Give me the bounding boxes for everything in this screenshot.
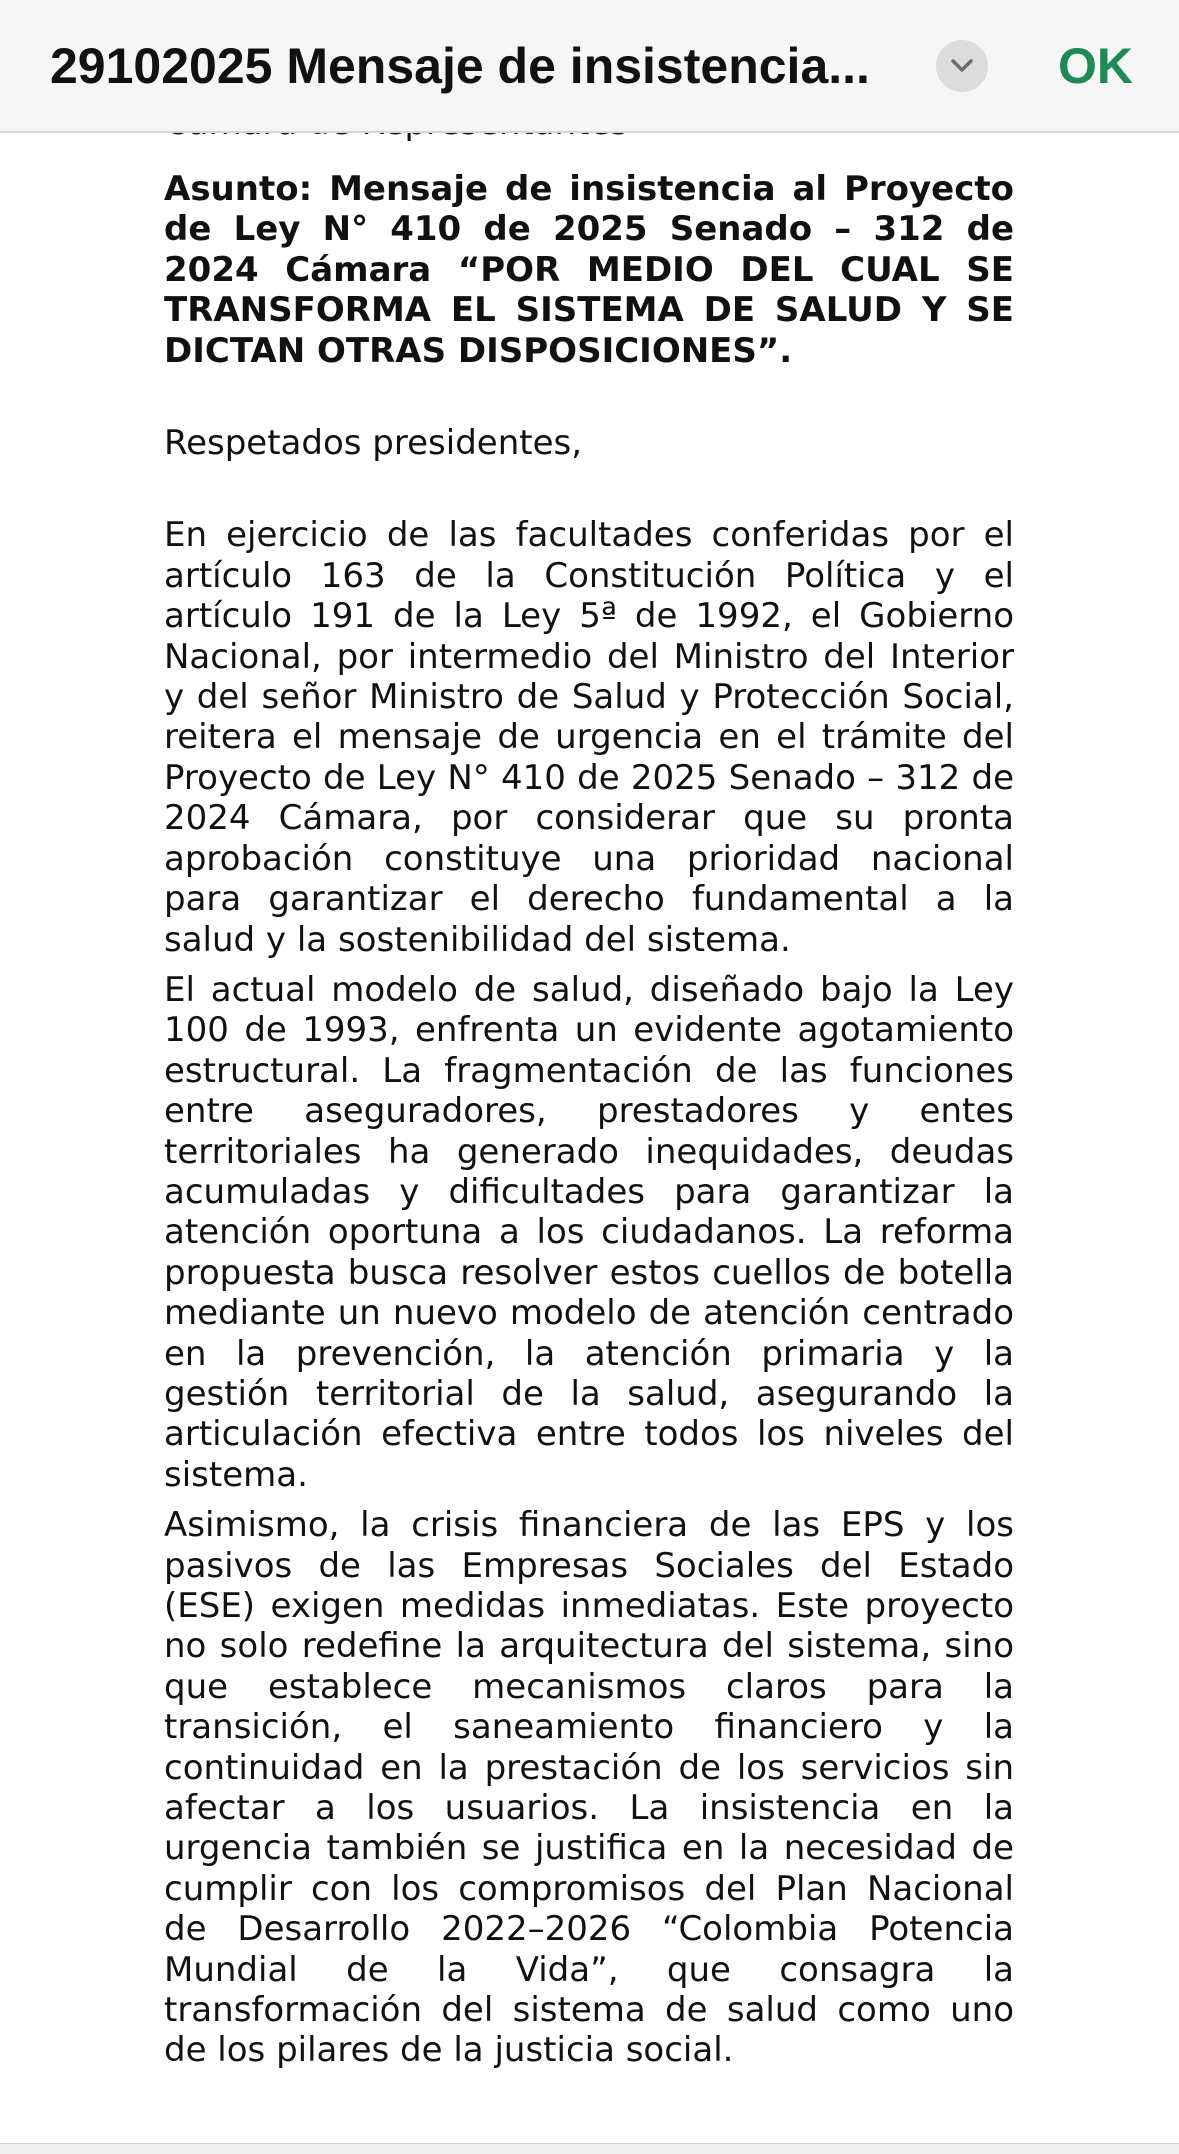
- done-button[interactable]: OK: [1058, 38, 1133, 94]
- body-paragraph: El actual modelo de salud, diseñado bajo la Ley 100 de 1993, enfrenta un evidente agotamiento estructural. La fragmentación de las funciones entre aseguradores, prestadores y entes territoriales ha generado inequidades, deudas acumuladas y dificultades para garantizar la atención oportuna a los ciudadanos. La reforma propuesta busca resolver estos cuellos de botella mediante un nuevo modelo de atención centrado en la prevención, la atención primaria y la gestión territorial de la salud, asegurando la articulación efectiva entre todos los niveles del sistema.: [164, 969, 1014, 1495]
- subject-heading: Asunto: Mensaje de insistencia al Proyecto de Ley N° 410 de 2025 Senado – 312 de 2024 Cámara “POR MEDIO DEL CUAL SE TRANSFORMA EL SISTEMA DE SALUD Y SE DICTAN OTRAS DISPOSICIONES”.: [164, 169, 1014, 371]
- document-body: [164, 103, 1014, 2071]
- chevron-down-icon: [950, 56, 974, 76]
- title-menu-button[interactable]: [936, 40, 988, 92]
- body-paragraph: En ejercicio de las facultades conferidas por el artículo 163 de la Constitución Política y el artículo 191 de la Ley 5ª de 1992, el Gobierno Nacional, por intermedio del Ministro del Interior y del señor Ministro de Salud y Protección Social, reitera el mensaje de urgencia en el trámite del Proyecto de Ley N° 410 de 2025 Senado – 312 de 2024 Cámara, por considerar que su pronta aprobación constituye una prioridad nacional para garantizar el derecho fundamental a la salud y la sostenibilidad del sistema.: [164, 515, 1014, 960]
- salutation: Respetados presidentes,: [164, 423, 583, 464]
- document-title[interactable]: 29102025 Mensaje de insistencia...: [50, 38, 870, 94]
- document-page[interactable]: [0, 133, 1179, 2143]
- document-viewer-header: [0, 0, 1179, 133]
- page-bottom-divider: [0, 2143, 1179, 2154]
- body-paragraph: Asimismo, la crisis financiera de las EPS y los pasivos de las Empresas Sociales del Estado (ESE) exigen medidas inmediatas. Este proyecto no solo redefine la arquitectura del sistema, sino que establece mecanismos claros para la transición, el saneamiento financiero y la continuidad en la prestación de los servicios sin afectar a los usuarios. La insistencia en la urgencia también se justifica en la necesidad de cumplir con los compromisos del Plan Nacional de Desarrollo 2022–2026 “Colombia Potencia Mundial de la Vida”, que consagra la transformación del sistema de salud como uno de los pilares de la justicia social.: [164, 1505, 1014, 2071]
